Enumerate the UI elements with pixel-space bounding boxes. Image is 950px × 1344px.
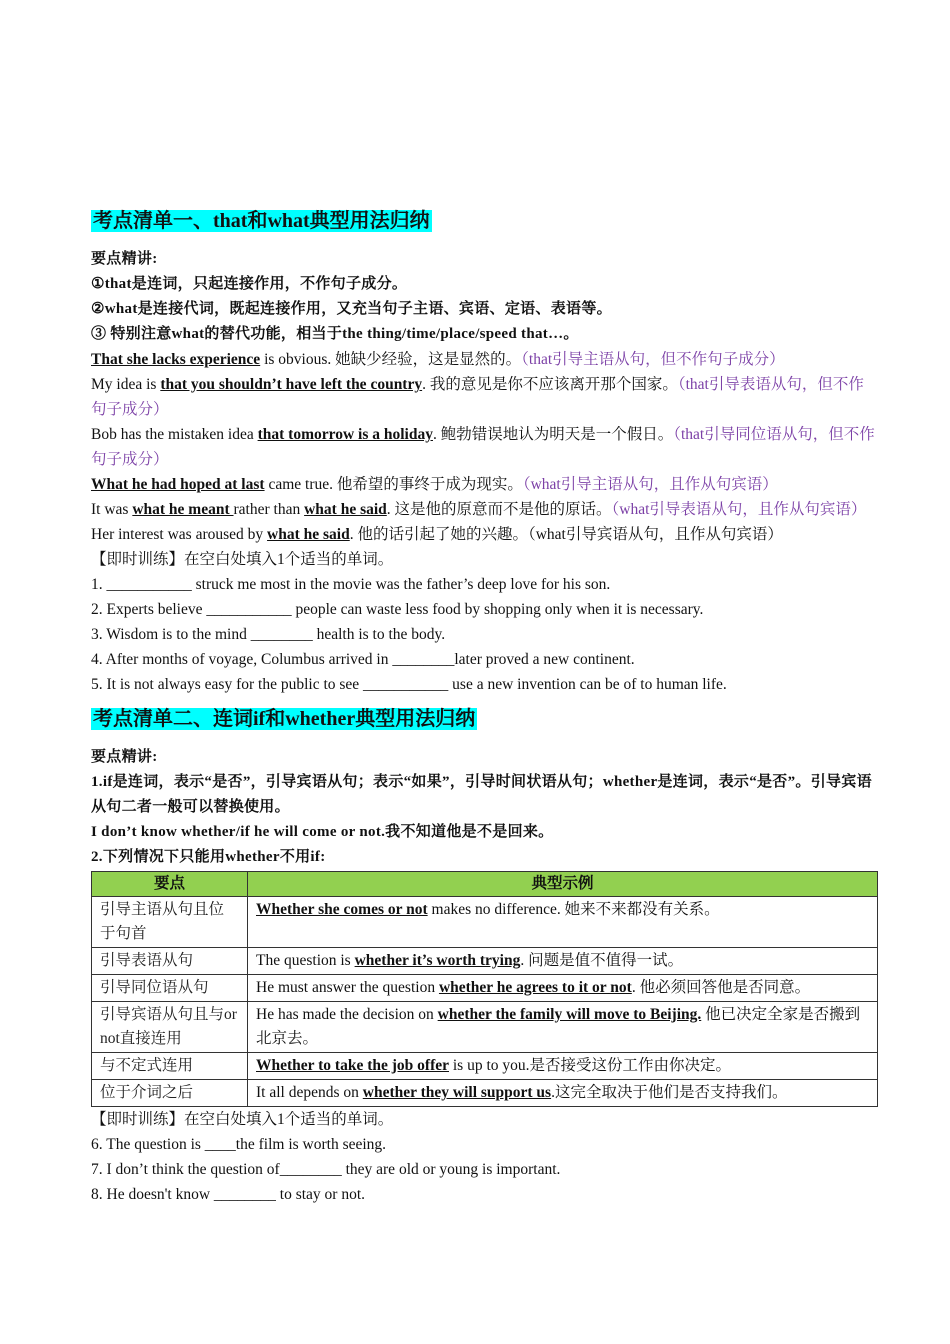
table-header-row <box>92 872 878 897</box>
example-underlined: Whether to take the job offer <box>256 1057 449 1074</box>
example-rest: is up to you.是否接受这份工作由你决定。 <box>449 1057 732 1074</box>
table-row <box>92 897 878 948</box>
section2-practice-label: 【即时训练】在空白处填入1个适当的单词。 <box>91 1111 394 1128</box>
table-header-key: 要点 <box>92 872 248 897</box>
example-rest: . 问题是值不值得一试。 <box>520 952 684 969</box>
example-2-note: （that引导表语从句，但不作句子成分） <box>91 376 864 418</box>
example-pre: He has made the decision on <box>256 1006 438 1023</box>
section2-point1: 1.if是连词，表示“是否”，引导宾语从句；表示“如果”，引导时间状语从句；whether是连词，表示“是否”。引导宾语从句二者一般可以替换使用。 <box>91 774 872 815</box>
example-1-underlined: That she lacks experience <box>91 351 261 368</box>
example-1-note: （that引导主语从句，但不作句子成分） <box>521 351 785 368</box>
table-row <box>92 1053 878 1080</box>
question-7: 7. I don’t think the question of________ they are old or young is important. <box>91 1161 561 1178</box>
table-row <box>92 1002 878 1053</box>
example-5-underlined-2: what he said <box>304 501 387 518</box>
section1-title: 考点清单一、that和what典型用法归纳 <box>93 210 430 232</box>
table-cell-key: 引导表语从句 <box>92 948 248 975</box>
example-rest: .这完全取决于他们是否支持我们。 <box>551 1084 788 1101</box>
table-row <box>92 948 878 975</box>
example-underlined: whether it’s worth trying <box>354 952 521 969</box>
table-cell-example <box>248 1080 878 1107</box>
example-5-underlined-1: what he meant <box>132 501 234 518</box>
question-6: 6. The question is ____the film is worth seeing. <box>91 1136 387 1153</box>
table-header-example: 典型示例 <box>248 872 878 897</box>
example-rest: makes no difference. 她来不来都没有关系。 <box>427 901 720 918</box>
example-4-underlined: What he had hoped at last <box>91 476 265 493</box>
example-5-pre: It was <box>91 501 133 518</box>
example-2 <box>91 372 878 422</box>
table-cell-example <box>248 1002 878 1053</box>
section2-title: 考点清单二、连词if和whether典型用法归纳 <box>93 708 476 730</box>
example-3 <box>91 422 878 472</box>
table-cell-key: 与不定式连用 <box>92 1053 248 1080</box>
section2-heading <box>91 703 878 735</box>
document-page <box>91 205 878 1207</box>
question-5: 5. It is not always easy for the public to see ___________ use a new invention can be of to human life. <box>91 676 727 693</box>
example-3-pre: Bob has the mistaken idea <box>91 426 258 443</box>
table-cell-example <box>248 975 878 1002</box>
section1-heading <box>91 205 878 237</box>
section2-point1-example: I don’t know whether/if he will come or not.我不知道他是不是回来。 <box>91 824 554 840</box>
section2-points-label: 要点精讲: <box>91 749 158 765</box>
question-2: 2. Experts believe ___________ people can waste less food by shopping only when it is necessary. <box>91 601 704 618</box>
example-underlined: whether he agrees to it or not <box>438 979 632 996</box>
table-cell-example <box>248 897 878 948</box>
table-row <box>92 1080 878 1107</box>
section1-points-label: 要点精讲: <box>91 251 158 267</box>
example-4-text: came true. 他希望的事终于成为现实。 <box>264 476 523 493</box>
question-8: 8. He doesn't know ________ to stay or not. <box>91 1186 366 1203</box>
section1-practice-label: 【即时训练】在空白处填入1个适当的单词。 <box>91 551 394 568</box>
section1-point2: ②what是连接代词，既起连接作用，又充当句子主语、宾语、定语、表语等。 <box>91 301 612 317</box>
example-3-underlined: that tomorrow is a holiday <box>257 426 433 443</box>
table-cell-key: 引导同位语从句 <box>92 975 248 1002</box>
example-5 <box>91 497 878 522</box>
table-cell-example <box>248 948 878 975</box>
table-cell-key: 引导宾语从句且与or not直接连用 <box>92 1002 248 1053</box>
example-3-text: . 鲍勃错误地认为明天是一个假日。 <box>432 426 674 443</box>
example-2-pre: My idea is <box>91 376 161 393</box>
example-rest: 他已决定全家是否搬到北京去。 <box>256 1006 861 1047</box>
example-6 <box>91 522 878 547</box>
whether-usage-table <box>91 871 878 1107</box>
example-pre: He must answer the question <box>256 979 439 996</box>
example-5-note: （what引导表语从句，且作从句宾语） <box>611 501 867 518</box>
example-pre: It all depends on <box>256 1084 363 1101</box>
table-row <box>92 975 878 1002</box>
question-4: 4. After months of voyage, Columbus arrived in ________later proved a new continent. <box>91 651 635 668</box>
example-4-note: （what引导主语从句，且作从句宾语） <box>522 476 778 493</box>
example-6-pre: Her interest was aroused by <box>91 526 268 543</box>
example-6-text: . 他的话引起了她的兴趣。（what引导宾语从句，且作从句宾语） <box>349 526 783 543</box>
section2-point2: 2.下列情况下只能用whether不用if: <box>91 849 326 865</box>
table-cell-key: 引导主语从句且位于句首 <box>92 897 248 948</box>
table-cell-example <box>248 1053 878 1080</box>
question-1: 1. ___________ struck me most in the movie was the father’s deep love for his son. <box>91 576 611 593</box>
example-5-text: . 这是他的原意而不是他的原话。 <box>386 501 612 518</box>
section1-point1: ①that是连词，只起连接作用，不作句子成分。 <box>91 276 408 292</box>
example-pre: The question is <box>256 952 355 969</box>
example-underlined: Whether she comes or not <box>256 901 428 918</box>
example-underlined: whether they will support us <box>362 1084 552 1101</box>
example-2-underlined: that you shouldn’t have left the country <box>160 376 423 393</box>
section1-point3: ③ 特别注意what的替代功能，相当于the thing/time/place/speed that…。 <box>91 326 579 342</box>
question-3: 3. Wisdom is to the mind ________ health is to the body. <box>91 626 446 643</box>
example-4 <box>91 472 878 497</box>
example-2-text: . 我的意见是你不应该离开那个国家。 <box>422 376 678 393</box>
example-5-mid: rather than <box>233 501 305 518</box>
example-3-note: （that引导同位语从句，但不作句子成分） <box>91 426 875 468</box>
table-cell-key: 位于介词之后 <box>92 1080 248 1107</box>
example-6-underlined: what he said <box>267 526 350 543</box>
example-1-text: is obvious. 她缺少经验，这是显然的。 <box>260 351 522 368</box>
example-1 <box>91 347 878 372</box>
example-underlined: whether the family will move to Beijing. <box>437 1006 702 1023</box>
example-rest: . 他必须回答他是否同意。 <box>631 979 811 996</box>
